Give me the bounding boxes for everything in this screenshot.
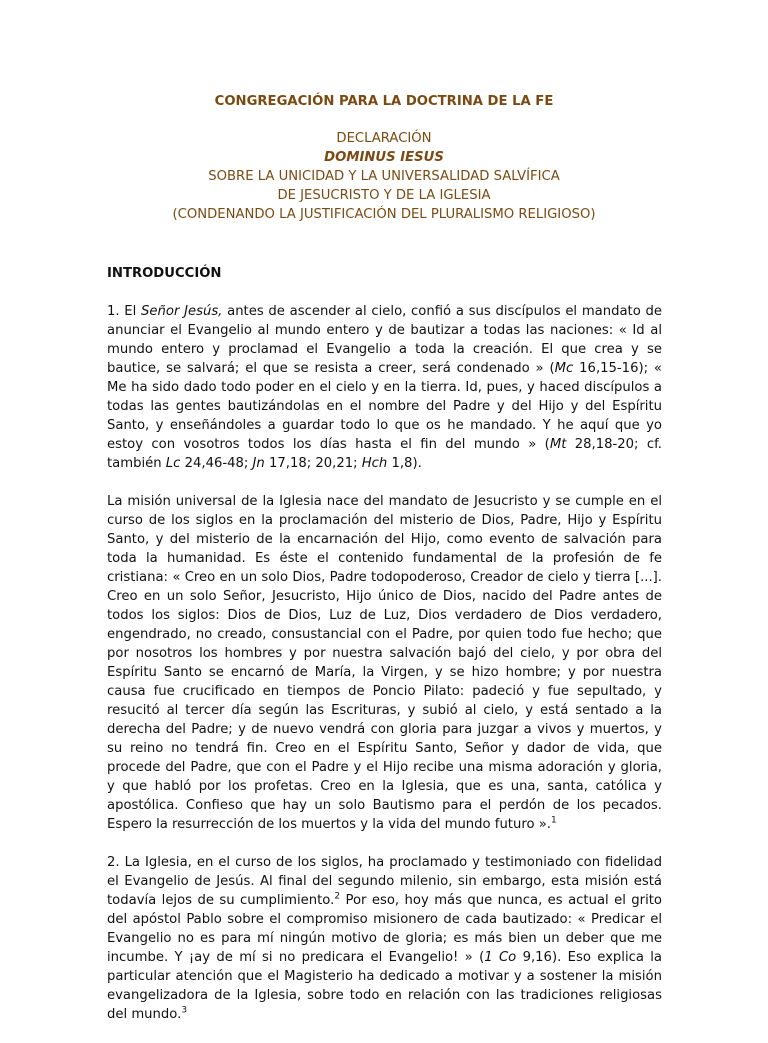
footnote-ref-2[interactable]: 2 (334, 891, 341, 902)
document-header (0, 92, 768, 224)
p3-ref-1co: 1 Co (484, 950, 517, 965)
p3-text-a: 2. La Iglesia, en el curso de los siglos, ha proclamado y testimoniado con fidelidad el Evangelio de Jesús. Al final del segundo milenio, sin embargo, esta misión está todavía lejos de su cumplimiento. (107, 855, 662, 908)
subtitle-line-1: SOBRE LA UNICIDAD Y LA UNIVERSALIDAD SALVÍFICA (208, 169, 560, 184)
p1-text-e: 16,15-16); « Me ha sido dado todo poder en el cielo y en la tierra. Id, pues, y haced discípulos a todas las gentes bautizándolas en el nombre del Padre y del Hijo y del Espíritu Santo, y enseñándoles a guardar todo lo que os he mandado. Y he aquí que yo estoy con vosotros todos los días hasta el fin del mundo » ( (107, 361, 662, 452)
p1-text-i: 24,46-48; (180, 456, 253, 471)
p1-ref-lc: Lc (165, 456, 181, 471)
paragraph-3 (107, 853, 662, 1024)
p1-ref-mc: Mc (554, 361, 574, 376)
footnote-ref-3[interactable]: 3 (181, 1005, 188, 1016)
subtitle-line-3: (CONDENANDO LA JUSTIFICACIÓN DEL PLURALISMO RELIGIOSO) (172, 207, 596, 222)
footnote-ref-1[interactable]: 1 (550, 815, 557, 826)
section-heading: INTRODUCCIÓN (107, 266, 222, 281)
congregation-title: CONGREGACIÓN PARA LA DOCTRINA DE LA FE (214, 94, 554, 109)
p1-text-g: 28,18-20; cf. también (107, 437, 662, 471)
p2-text: La misión universal de la Iglesia nace del mandato de Jesucristo y se cumple en el curso de los siglos en la proclamación del misterio de Dios, Padre, Hijo y Espíritu Santo, y del misterio de la encarnación del Hijo, como evento de salvación para toda la humanidad. Es éste el contenido fundamental de la profesión de fe cristiana: « Creo en un solo Dios, Padre todopoderoso, Creador de cielo y tierra [...]. Creo en un solo Señor, Jesucristo, Hijo único de Dios, nacido del Padre antes de todos los siglos: Dios de Dios, Luz de Luz, Dios verdadero de Dios verdadero, engendrado, no creado, consustancial con el Padre, por quien todo fue hecho; que por nosotros los hombres y por nuestra salvación bajó del cielo, y por obra del Espíritu Santo se encarnó de María, la Virgen, y se hizo hombre; y por nuestra causa fue crucificado en tiempos de Poncio Pilato: padeció y fue sepultado, y resucitó al tercer día según las Escrituras, y subió al cielo, y está sentado a la derecha del Padre; y de nuevo vendrá con gloria para juzgar a vivos y muertos, y su reino no tendrá fin. Creo en el Espíritu Santo, Señor y dador de vida, que procede del Padre, que con el Padre y el Hijo recibe una misma adoración y gloria, y que habló por los profetas. Creo en la Iglesia, que es una, santa, católica y apostólica. Confieso que hay un solo Bautismo para el perdón de los pecados. Espero la resurrección de los muertos y la vida del mundo futuro ». (107, 494, 662, 832)
p3-text-b: Por eso, hoy más que nunca, es actual el grito del apóstol Pablo sobre el compromiso misionero de cada bautizado: « Predicar el Evangelio no es para mí ningún motivo de gloria; es más bien un deber que me incumbe. Y ¡ay de mí si no predicara el Evangelio! » ( (107, 893, 663, 965)
declaration-label: DECLARACIÓN (336, 131, 432, 146)
subtitle-line-2: DE JESUCRISTO Y DE LA IGLESIA (277, 188, 491, 203)
p1-ref-jn: Jn (252, 456, 265, 471)
declaration-title: DOMINUS IESUS (324, 150, 444, 165)
p1-text-k: 17,18; 20,21; (264, 456, 362, 471)
p1-text-a: 1. El (107, 304, 142, 319)
p1-italic-senor: Señor Jesús, (141, 304, 223, 319)
p3-text-d: 9,16). Eso explica la particular atención que el Magisterio ha dedicado a motivar y a sostener la misión evangelizadora de la Iglesia, sobre todo en relación con las tradiciones religiosas del mundo. (107, 950, 663, 1022)
paragraph-2 (107, 492, 662, 834)
p1-text-m: 1,8). (387, 456, 422, 471)
p1-ref-hch: Hch (361, 456, 388, 471)
p1-ref-mt: Mt (549, 437, 567, 452)
paragraph-1 (107, 302, 662, 473)
p1-text-c: antes de ascender al cielo, confió a sus discípulos el mandato de anunciar el Evangelio al mundo entero y de bautizar a todas las naciones: « Id al mundo entero y proclamad el Evangelio a toda la creación. El que crea y se bautice, se salvará; el que se resista a creer, será condenado » ( (107, 304, 662, 376)
document-body (107, 264, 662, 1043)
